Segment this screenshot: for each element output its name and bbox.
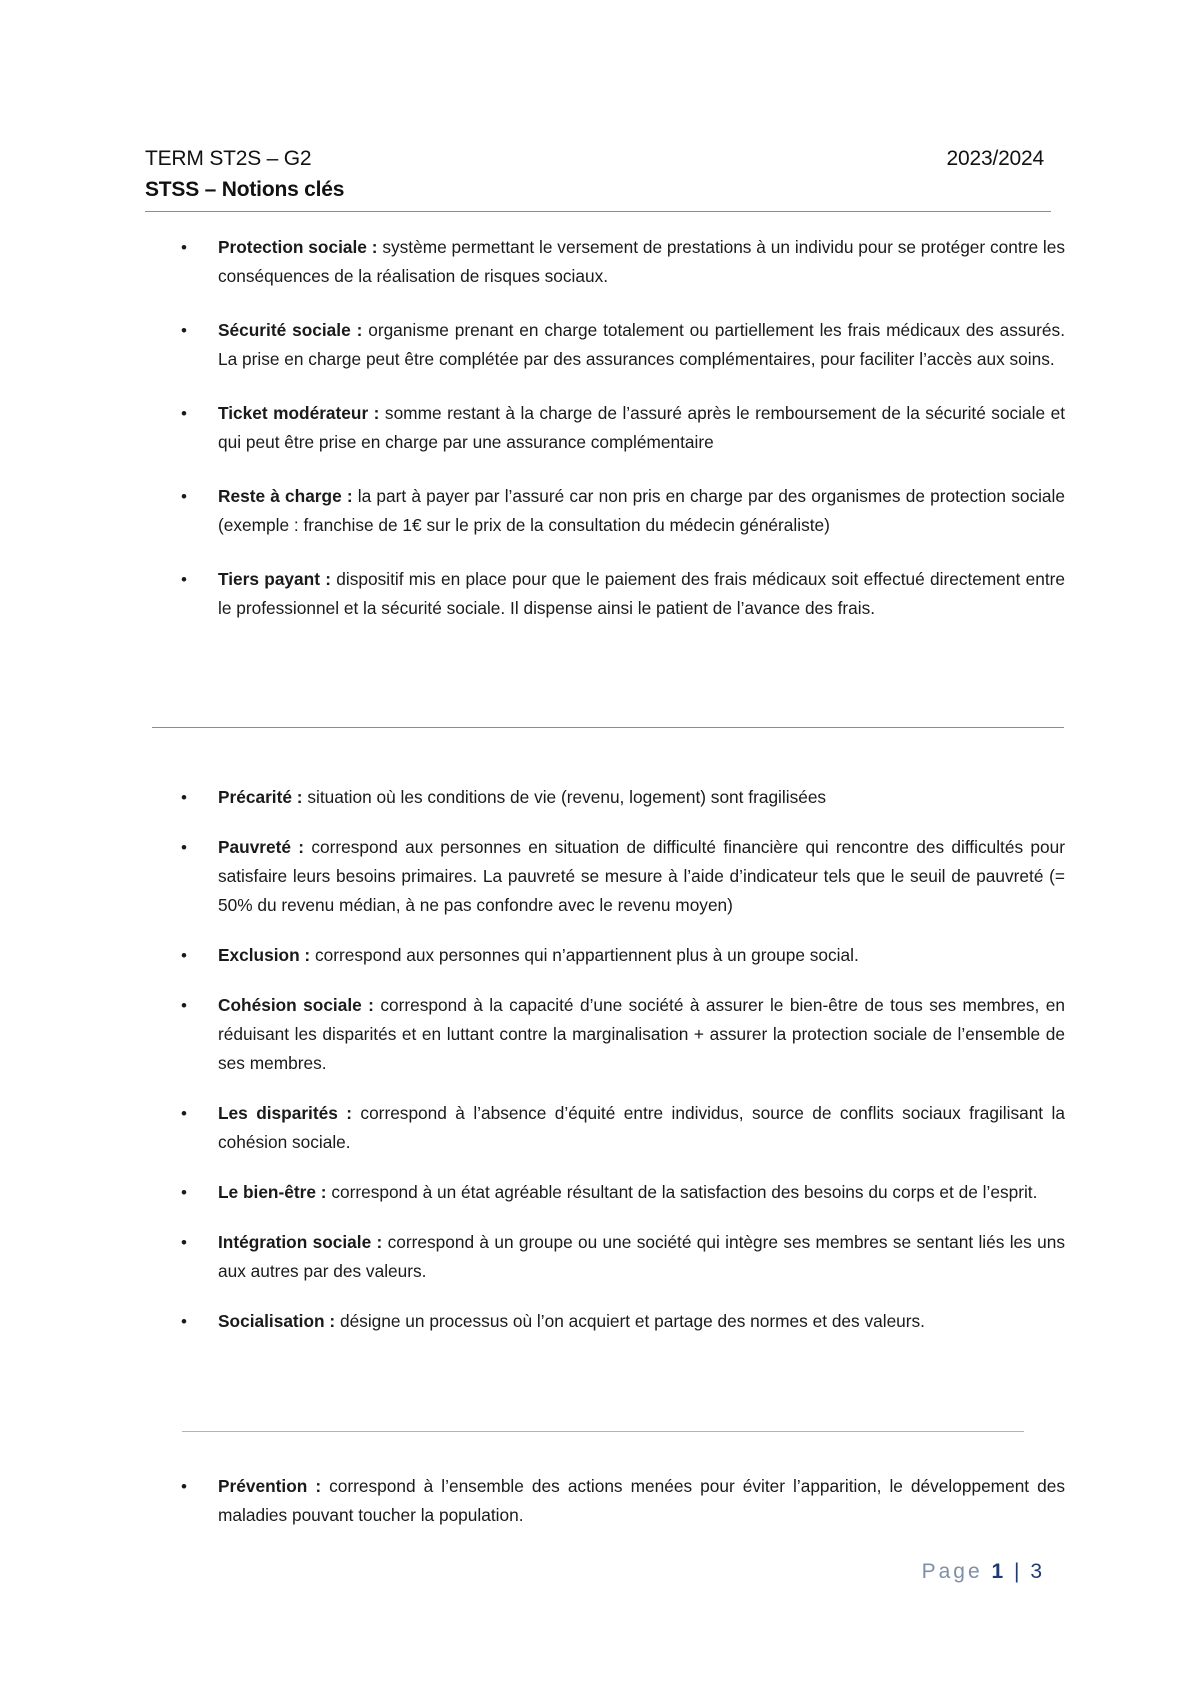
notion-term: Ticket modérateur : — [218, 403, 380, 423]
page-separator: | — [1014, 1560, 1020, 1583]
header-rule — [145, 211, 1051, 212]
notion-item — [170, 1472, 1065, 1530]
school-year: 2023/2024 — [946, 147, 1044, 170]
notions-list-prevention — [170, 1472, 1065, 1530]
notion-term: Le bien-être : — [218, 1182, 327, 1202]
page-number — [922, 1560, 1042, 1584]
class-label: TERM ST2S – G2 — [145, 147, 312, 170]
notion-definition: correspond à l’absence d’équité entre individus, source de conflits sociaux fragilisant la cohésion sociale. — [218, 1103, 1065, 1152]
bullet-icon: • — [181, 570, 187, 589]
notion-term: Cohésion sociale : — [218, 995, 374, 1015]
notion-term: Les disparités : — [218, 1103, 353, 1123]
notion-term: Pauvreté : — [218, 837, 305, 857]
notion-term: Reste à charge : — [218, 486, 353, 506]
notion-definition: correspond aux personnes qui n’appartiennent plus à un groupe social. — [310, 945, 859, 965]
notion-term: Socialisation : — [218, 1311, 336, 1331]
notion-item — [170, 783, 1065, 812]
notion-item — [170, 941, 1065, 970]
notion-definition: désigne un processus où l’on acquiert et partage des normes et des valeurs. — [335, 1311, 925, 1331]
notion-definition: correspond à la capacité d’une société à assurer le bien-être de tous ses membres, en réduisant les disparités et en luttant contre la marginalisation + assurer la protection sociale de l’ensemble de ses membres. — [218, 995, 1065, 1073]
page-word: Page — [921, 1560, 983, 1583]
notion-definition: correspond à l’ensemble des actions menées pour éviter l’apparition, le développement des maladies pouvant toucher la population. — [218, 1476, 1065, 1525]
notion-item — [170, 1307, 1065, 1336]
bullet-icon: • — [181, 788, 187, 807]
bullet-icon: • — [181, 487, 187, 506]
total-pages: 3 — [1030, 1560, 1042, 1583]
notion-item — [170, 833, 1065, 920]
notions-list-cohesion — [170, 783, 1065, 1336]
notion-definition: la part à payer par l’assuré car non pris en charge par des organismes de protection sociale (exemple : franchise de 1€ sur le prix de la consultation du médecin généraliste) — [218, 486, 1065, 535]
notion-term: Prévention : — [218, 1476, 322, 1496]
notion-definition: situation où les conditions de vie (revenu, logement) sont fragilisées — [302, 787, 827, 807]
bullet-icon: • — [181, 1104, 187, 1123]
current-page: 1 — [991, 1560, 1004, 1583]
notion-item — [170, 565, 1065, 623]
notion-term: Précarité : — [218, 787, 303, 807]
notion-item — [170, 991, 1065, 1078]
notion-definition: organisme prenant en charge totalement ou partiellement les frais médicaux des assurés. La prise en charge peut être complétée par des assurances complémentaires, pour faciliter l’accès aux soins. — [218, 320, 1065, 369]
notion-definition: somme restant à la charge de l’assuré après le remboursement de la sécurité sociale et qui peut être prise en charge par une assurance complémentaire — [218, 403, 1065, 452]
notion-term: Protection sociale : — [218, 237, 378, 257]
bullet-icon: • — [181, 1233, 187, 1252]
bullet-icon: • — [181, 946, 187, 965]
section-rule-1 — [152, 727, 1064, 728]
bullet-icon: • — [181, 238, 187, 257]
bullet-icon: • — [181, 1312, 187, 1331]
bullet-icon: • — [181, 996, 187, 1015]
bullet-icon: • — [181, 321, 187, 340]
notion-item — [170, 482, 1065, 540]
document-title: STSS – Notions clés — [145, 178, 345, 201]
notion-definition: dispositif mis en place pour que le paiement des frais médicaux soit effectué directement entre le professionnel et la sécurité sociale. Il dispense ainsi le patient de l’avance des frais. — [218, 569, 1065, 618]
notion-item — [170, 316, 1065, 374]
notion-definition: correspond à un état agréable résultant de la satisfaction des besoins du corps et de l’esprit. — [326, 1182, 1038, 1202]
notion-term: Tiers payant : — [218, 569, 332, 589]
bullet-icon: • — [181, 1183, 187, 1202]
notion-term: Sécurité sociale : — [218, 320, 363, 340]
notion-definition: système permettant le versement de prestations à un individu pour se protéger contre les conséquences de la réalisation de risques sociaux. — [218, 237, 1065, 286]
notion-item — [170, 1099, 1065, 1157]
notions-list-protection — [170, 233, 1065, 623]
notion-item — [170, 233, 1065, 291]
notion-item — [170, 1178, 1065, 1207]
notion-definition: correspond aux personnes en situation de difficulté financière qui rencontre des difficultés pour satisfaire leurs besoins primaires. La pauvreté se mesure à l’aide d’indicateur tels que le seuil de pauvreté (= 50% du revenu médian, à ne pas confondre avec le revenu moyen) — [218, 837, 1065, 915]
notion-item — [170, 1228, 1065, 1286]
section-rule-2 — [182, 1431, 1024, 1432]
bullet-icon: • — [181, 838, 187, 857]
notion-term: Intégration sociale : — [218, 1232, 383, 1252]
notion-item — [170, 399, 1065, 457]
notion-term: Exclusion : — [218, 945, 311, 965]
bullet-icon: • — [181, 1477, 187, 1496]
notion-definition: correspond à un groupe ou une société qui intègre ses membres se sentant liés les uns aux autres par des valeurs. — [218, 1232, 1065, 1281]
bullet-icon: • — [181, 404, 187, 423]
